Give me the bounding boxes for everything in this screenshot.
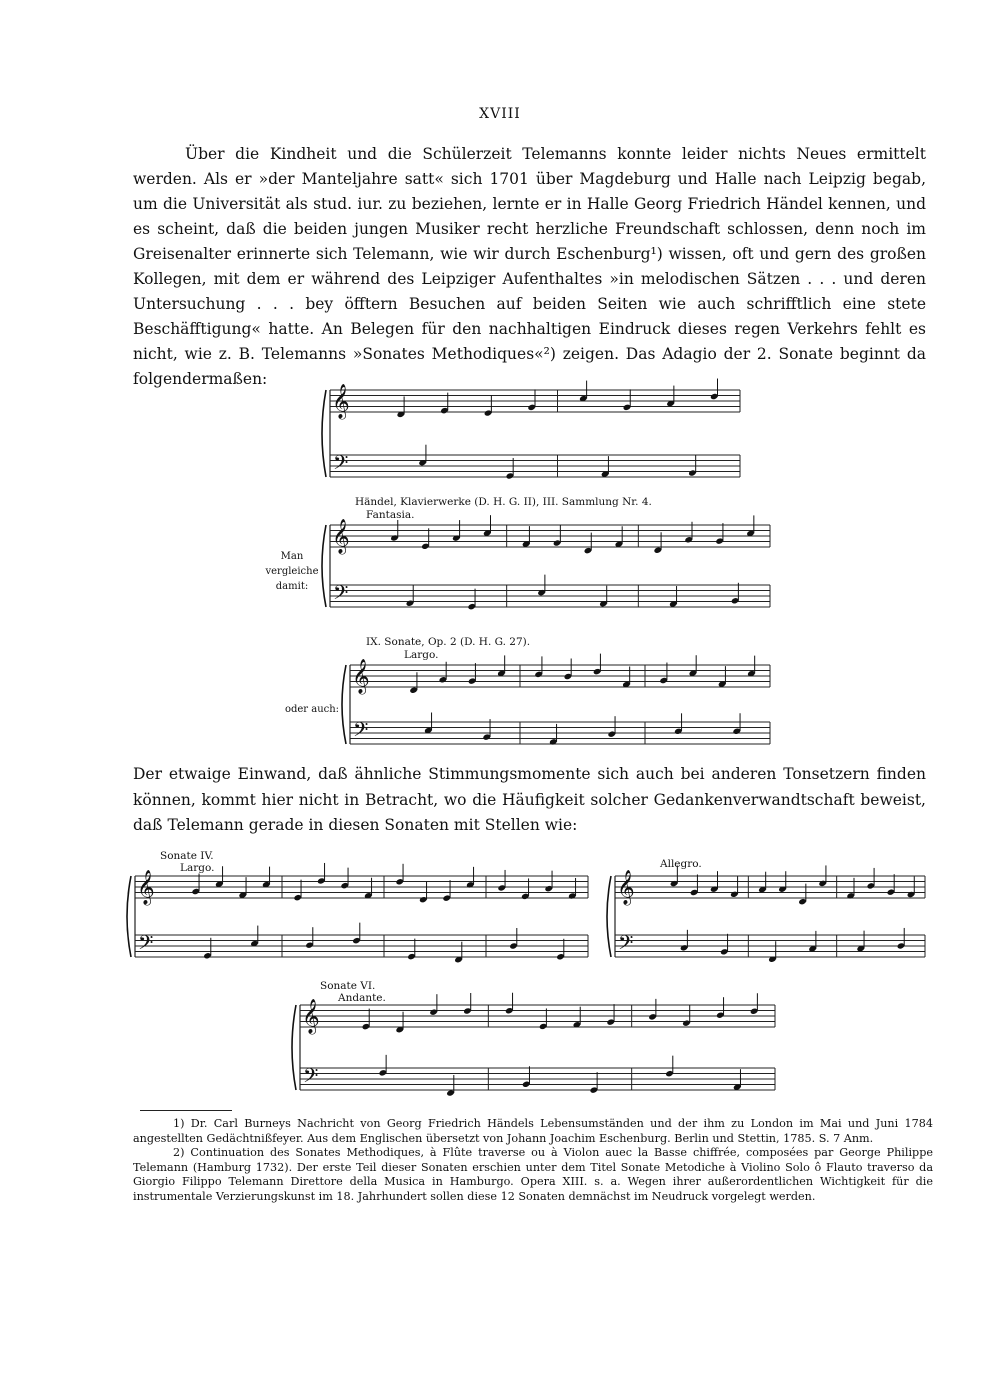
footnote-2: 2) Continuation des Sonates Methodiques, à Flûte traverse ou à Violon auec la Basse chiffrée, composées par George Philippe Telemann (Hamburg 1732). Der erste Teil dieser Sonaten erschien unter dem Titel Sonate Metodiche à Violino Solo ô Flauto traverso da Giorgio Filippo Telemann Direttore della Musica in Hamburgo. Opera XIII. s. a. Wegen ihrer außerordentlichen Wichtigkeit für die instrumentale Verzierungskunst im 18. Jahrhundert sollen diese 12 Sonaten demnächst im Neudruck vorgelegt werden.: [133, 1146, 933, 1203]
fantasia-tempo: Fantasia.: [366, 509, 415, 521]
treble-clef: 𝄞: [137, 870, 155, 905]
treble-clef: 𝄞: [352, 659, 370, 694]
treble-clef: 𝄞: [332, 384, 350, 419]
compare-label-line-1: Man: [280, 551, 304, 562]
bass-clef: 𝄢: [618, 931, 634, 959]
sonata9-caption: IX. Sonate, Op. 2 (D. H. G. 27).: [366, 636, 531, 648]
compare-label-line-3: damit:: [275, 581, 309, 592]
bass-clef: 𝄢: [353, 718, 369, 746]
handel-caption: Händel, Klavierwerke (D. H. G. II), III. Sammlung Nr. 4.: [355, 496, 652, 508]
example-telemann-brace: [322, 390, 326, 477]
body-paragraph-2: Der etwaige Einwand, daß ähnliche Stimmungsmomente sich auch bei anderen Tonsetzern finden können, kommt hier nicht in Betracht, wo die Häufigkeit solcher Gedankenverwandtschaft beweist, daß Telemann gerade in diesen Sonaten mit Stellen wie:: [133, 765, 926, 834]
treble-clef: 𝄞: [302, 999, 320, 1034]
footnotes: [133, 1117, 933, 1205]
compare-label: [262, 549, 322, 594]
footnote-1: 1) Dr. Carl Burneys Nachricht von Georg Friedrich Händels Lebensumständen und der ihm zu London im Mai und Juni 1784 angestellten Gedächtnißfeyer. Aus dem Englischen übersetzt von Johann Joachim Eschenburg. Berlin und Stettin, 1785. S. 7 Anm.: [133, 1117, 933, 1145]
example-sonate6-brace: [292, 1005, 296, 1090]
treble-clef: 𝄞: [332, 519, 350, 554]
page-number: XVIII: [479, 106, 521, 122]
allegro-tempo: Allegro.: [660, 858, 702, 870]
bass-clef: 𝄢: [333, 581, 349, 609]
bass-clef: 𝄢: [303, 1064, 319, 1092]
example-sonate4-brace: [127, 876, 131, 957]
sonate6-label: Sonate VI.: [320, 980, 376, 992]
example-handel-fantasia-brace: [322, 525, 326, 607]
sonate4-label: Sonate IV.: [160, 850, 214, 862]
body-paragraph-1: Über die Kindheit und die Schülerzeit Telemanns konnte leider nichts Neues ermittelt werden. Als er »der Manteljahre satt« sich 1701 über Magdeburg und Halle nach Leipzig begab, um die Universität als stud. iur. zu beziehen, lernte er in Halle Georg Friedrich Händel kennen, und es scheint, daß die beiden jungen Musiker recht herzliche Freundschaft schlossen, denn noch im Greisenalter erinnerte sich Telemann, wie wir durch Eschenburg¹) wissen, oft und gern des großen Kollegen, mit dem er während des Leipziger Aufenthaltes »in melodischen Sätzen . . . und deren Untersuchung . . . bey öfftern Besuchen auf beiden Seiten wie auch schrifftlich eine stete Beschäfftigung« hatte. An Belegen für den nachhaltigen Eindruck dieses regen Verkehrs fehlt es nicht, wie z. B. Telemanns »Sonates Methodiques«²) zeigen. Das Adagio der 2. Sonate beginnt da folgendermaßen:: [133, 145, 926, 388]
example-handel-sonata-brace: [342, 665, 346, 744]
example-allegro-brace: [607, 876, 611, 957]
bass-clef: 𝄢: [333, 451, 349, 479]
sonate6-tempo: Andante.: [338, 992, 386, 1004]
largo-tempo: Largo.: [404, 649, 439, 661]
treble-clef: 𝄞: [617, 870, 635, 905]
compare-label-line-2: vergleiche: [265, 566, 319, 577]
bass-clef: 𝄢: [138, 931, 154, 959]
or-label: oder auch:: [284, 704, 340, 715]
sonate4-tempo: Largo.: [180, 862, 215, 874]
footnote-rule: [140, 1110, 232, 1111]
